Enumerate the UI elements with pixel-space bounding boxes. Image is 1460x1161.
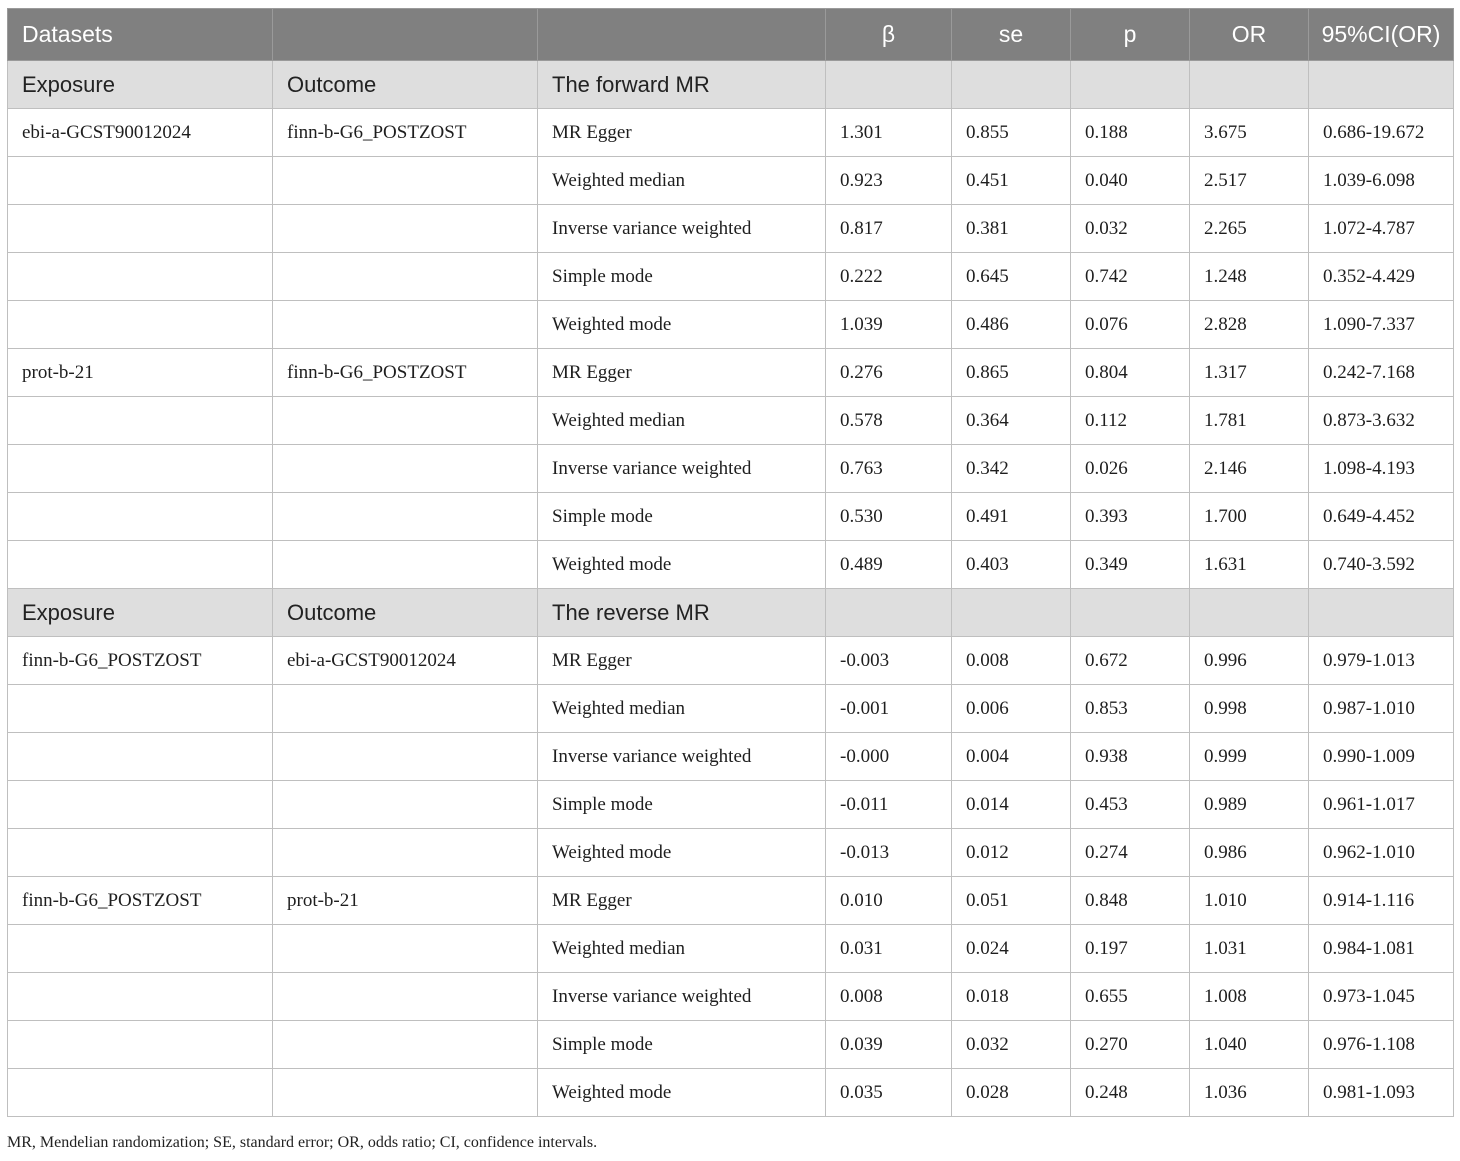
se-cell: 0.486: [952, 301, 1071, 349]
exposure-cell: finn-b-G6_POSTZOST: [8, 877, 273, 925]
se-cell: 0.018: [952, 973, 1071, 1021]
ci-cell: 0.914-1.116: [1309, 877, 1454, 925]
or-cell: 1.040: [1190, 1021, 1309, 1069]
ci-cell: 0.962-1.010: [1309, 829, 1454, 877]
method-cell: Weighted mode: [538, 301, 826, 349]
table-row: [8, 685, 1454, 733]
se-cell: 0.451: [952, 157, 1071, 205]
p-cell: 0.938: [1071, 733, 1190, 781]
method-cell: Simple mode: [538, 781, 826, 829]
beta-cell: -0.001: [826, 685, 952, 733]
method-cell: Weighted median: [538, 925, 826, 973]
method-cell: Weighted median: [538, 685, 826, 733]
or-cell: 1.008: [1190, 973, 1309, 1021]
p-cell: 0.112: [1071, 397, 1190, 445]
or-cell: 1.248: [1190, 253, 1309, 301]
table-row: [8, 1021, 1454, 1069]
section-label-direction: The reverse MR: [538, 589, 826, 637]
table-row: [8, 925, 1454, 973]
ci-cell: 0.352-4.429: [1309, 253, 1454, 301]
outcome-cell: finn-b-G6_POSTZOST: [273, 349, 538, 397]
p-cell: 0.188: [1071, 109, 1190, 157]
outcome-cell: [273, 733, 538, 781]
p-cell: 0.197: [1071, 925, 1190, 973]
exposure-cell: [8, 781, 273, 829]
method-cell: Simple mode: [538, 1021, 826, 1069]
method-cell: Weighted mode: [538, 829, 826, 877]
header-cell-blank-2: [538, 9, 826, 61]
p-cell: 0.804: [1071, 349, 1190, 397]
or-cell: 0.986: [1190, 829, 1309, 877]
exposure-cell: ebi-a-GCST90012024: [8, 109, 273, 157]
method-cell: Simple mode: [538, 493, 826, 541]
beta-cell: 0.276: [826, 349, 952, 397]
se-cell: 0.008: [952, 637, 1071, 685]
se-cell: 0.006: [952, 685, 1071, 733]
method-cell: Weighted mode: [538, 541, 826, 589]
exposure-cell: [8, 1021, 273, 1069]
table-row: [8, 349, 1454, 397]
se-cell: 0.865: [952, 349, 1071, 397]
beta-cell: 1.301: [826, 109, 952, 157]
exposure-cell: [8, 829, 273, 877]
outcome-cell: [273, 973, 538, 1021]
p-cell: 0.853: [1071, 685, 1190, 733]
exposure-cell: [8, 733, 273, 781]
outcome-cell: ebi-a-GCST90012024: [273, 637, 538, 685]
or-cell: 1.700: [1190, 493, 1309, 541]
beta-cell: 0.222: [826, 253, 952, 301]
exposure-cell: [8, 445, 273, 493]
header-cell-or: OR: [1190, 9, 1309, 61]
outcome-cell: [273, 925, 538, 973]
beta-cell: 0.489: [826, 541, 952, 589]
or-cell: 0.989: [1190, 781, 1309, 829]
exposure-cell: prot-b-21: [8, 349, 273, 397]
ci-cell: 0.961-1.017: [1309, 781, 1454, 829]
section-header-row: [8, 589, 1454, 637]
p-cell: 0.742: [1071, 253, 1190, 301]
p-cell: 0.076: [1071, 301, 1190, 349]
ci-cell: 0.873-3.632: [1309, 397, 1454, 445]
table-row: [8, 493, 1454, 541]
method-cell: Weighted median: [538, 157, 826, 205]
or-cell: 2.146: [1190, 445, 1309, 493]
ci-cell: 1.039-6.098: [1309, 157, 1454, 205]
ci-cell: 1.072-4.787: [1309, 205, 1454, 253]
exposure-cell: [8, 205, 273, 253]
outcome-cell: [273, 685, 538, 733]
p-cell: 0.393: [1071, 493, 1190, 541]
table-row: [8, 397, 1454, 445]
ci-cell: 0.973-1.045: [1309, 973, 1454, 1021]
p-cell: 0.270: [1071, 1021, 1190, 1069]
table-row: [8, 1069, 1454, 1117]
outcome-cell: [273, 781, 538, 829]
se-cell: 0.403: [952, 541, 1071, 589]
beta-cell: 0.578: [826, 397, 952, 445]
section-label-outcome: Outcome: [273, 61, 538, 109]
ci-cell: 1.098-4.193: [1309, 445, 1454, 493]
beta-cell: 0.010: [826, 877, 952, 925]
exposure-cell: [8, 253, 273, 301]
beta-cell: -0.003: [826, 637, 952, 685]
method-cell: Weighted median: [538, 397, 826, 445]
header-cell-ci: 95%CI(OR): [1309, 9, 1454, 61]
p-cell: 0.274: [1071, 829, 1190, 877]
section-label-exposure: Exposure: [8, 589, 273, 637]
se-cell: 0.342: [952, 445, 1071, 493]
beta-cell: 0.035: [826, 1069, 952, 1117]
section-label-outcome: Outcome: [273, 589, 538, 637]
beta-cell: -0.013: [826, 829, 952, 877]
p-cell: 0.026: [1071, 445, 1190, 493]
table-row: [8, 877, 1454, 925]
ci-cell: 0.686-19.672: [1309, 109, 1454, 157]
beta-cell: 1.039: [826, 301, 952, 349]
or-cell: 1.036: [1190, 1069, 1309, 1117]
table-row: [8, 157, 1454, 205]
table-row: [8, 733, 1454, 781]
p-cell: 0.349: [1071, 541, 1190, 589]
table-row: [8, 445, 1454, 493]
se-cell: 0.014: [952, 781, 1071, 829]
method-cell: MR Egger: [538, 637, 826, 685]
se-cell: 0.381: [952, 205, 1071, 253]
or-cell: 0.999: [1190, 733, 1309, 781]
table-row: [8, 781, 1454, 829]
p-cell: 0.655: [1071, 973, 1190, 1021]
table-row: [8, 973, 1454, 1021]
mr-results-table: [7, 8, 1454, 1117]
table-row: [8, 109, 1454, 157]
se-cell: 0.024: [952, 925, 1071, 973]
se-cell: 0.028: [952, 1069, 1071, 1117]
table-footnote: MR, Mendelian randomization; SE, standard error; OR, odds ratio; CI, confidence intervals.: [7, 1134, 598, 1151]
section-empty-cell: [1190, 589, 1309, 637]
table-row: [8, 253, 1454, 301]
beta-cell: 0.923: [826, 157, 952, 205]
or-cell: 3.675: [1190, 109, 1309, 157]
ci-cell: 1.090-7.337: [1309, 301, 1454, 349]
method-cell: Inverse variance weighted: [538, 205, 826, 253]
beta-cell: 0.530: [826, 493, 952, 541]
or-cell: 2.265: [1190, 205, 1309, 253]
beta-cell: -0.011: [826, 781, 952, 829]
ci-cell: 0.979-1.013: [1309, 637, 1454, 685]
outcome-cell: [273, 493, 538, 541]
se-cell: 0.491: [952, 493, 1071, 541]
beta-cell: 0.817: [826, 205, 952, 253]
method-cell: Inverse variance weighted: [538, 733, 826, 781]
beta-cell: 0.008: [826, 973, 952, 1021]
se-cell: 0.855: [952, 109, 1071, 157]
ci-cell: 0.242-7.168: [1309, 349, 1454, 397]
p-cell: 0.453: [1071, 781, 1190, 829]
section-empty-cell: [1309, 61, 1454, 109]
header-cell-blank-1: [273, 9, 538, 61]
section-label-direction: The forward MR: [538, 61, 826, 109]
exposure-cell: [8, 925, 273, 973]
header-cell-datasets: Datasets: [8, 9, 273, 61]
outcome-cell: [273, 829, 538, 877]
exposure-cell: [8, 685, 273, 733]
method-cell: Weighted mode: [538, 1069, 826, 1117]
or-cell: 2.517: [1190, 157, 1309, 205]
or-cell: 1.031: [1190, 925, 1309, 973]
p-cell: 0.848: [1071, 877, 1190, 925]
header-row: [8, 9, 1454, 61]
header-cell-p: p: [1071, 9, 1190, 61]
ci-cell: 0.981-1.093: [1309, 1069, 1454, 1117]
se-cell: 0.012: [952, 829, 1071, 877]
outcome-cell: [273, 301, 538, 349]
or-cell: 0.998: [1190, 685, 1309, 733]
outcome-cell: [273, 541, 538, 589]
outcome-cell: [273, 1069, 538, 1117]
method-cell: MR Egger: [538, 877, 826, 925]
ci-cell: 0.649-4.452: [1309, 493, 1454, 541]
section-empty-cell: [1309, 589, 1454, 637]
p-cell: 0.672: [1071, 637, 1190, 685]
outcome-cell: [273, 397, 538, 445]
beta-cell: 0.031: [826, 925, 952, 973]
section-empty-cell: [826, 61, 952, 109]
se-cell: 0.004: [952, 733, 1071, 781]
p-cell: 0.032: [1071, 205, 1190, 253]
outcome-cell: [273, 157, 538, 205]
ci-cell: 0.987-1.010: [1309, 685, 1454, 733]
section-empty-cell: [1190, 61, 1309, 109]
header-cell-se: se: [952, 9, 1071, 61]
section-empty-cell: [1071, 589, 1190, 637]
exposure-cell: [8, 397, 273, 445]
beta-cell: 0.763: [826, 445, 952, 493]
ci-cell: 0.740-3.592: [1309, 541, 1454, 589]
section-empty-cell: [1071, 61, 1190, 109]
header-cell-beta: β: [826, 9, 952, 61]
table-row: [8, 301, 1454, 349]
method-cell: MR Egger: [538, 349, 826, 397]
results-table-container: [7, 8, 1453, 1117]
section-header-row: [8, 61, 1454, 109]
ci-cell: 0.990-1.009: [1309, 733, 1454, 781]
exposure-cell: [8, 493, 273, 541]
or-cell: 2.828: [1190, 301, 1309, 349]
exposure-cell: [8, 1069, 273, 1117]
method-cell: Inverse variance weighted: [538, 445, 826, 493]
beta-cell: 0.039: [826, 1021, 952, 1069]
outcome-cell: [273, 205, 538, 253]
table-row: [8, 541, 1454, 589]
se-cell: 0.364: [952, 397, 1071, 445]
or-cell: 1.781: [1190, 397, 1309, 445]
outcome-cell: [273, 253, 538, 301]
or-cell: 1.317: [1190, 349, 1309, 397]
se-cell: 0.645: [952, 253, 1071, 301]
exposure-cell: [8, 301, 273, 349]
method-cell: Simple mode: [538, 253, 826, 301]
beta-cell: -0.000: [826, 733, 952, 781]
or-cell: 1.010: [1190, 877, 1309, 925]
se-cell: 0.051: [952, 877, 1071, 925]
outcome-cell: finn-b-G6_POSTZOST: [273, 109, 538, 157]
ci-cell: 0.976-1.108: [1309, 1021, 1454, 1069]
section-label-exposure: Exposure: [8, 61, 273, 109]
p-cell: 0.248: [1071, 1069, 1190, 1117]
table-row: [8, 637, 1454, 685]
section-empty-cell: [952, 589, 1071, 637]
exposure-cell: [8, 541, 273, 589]
table-row: [8, 205, 1454, 253]
method-cell: MR Egger: [538, 109, 826, 157]
ci-cell: 0.984-1.081: [1309, 925, 1454, 973]
or-cell: 1.631: [1190, 541, 1309, 589]
outcome-cell: prot-b-21: [273, 877, 538, 925]
outcome-cell: [273, 1021, 538, 1069]
or-cell: 0.996: [1190, 637, 1309, 685]
exposure-cell: [8, 157, 273, 205]
method-cell: Inverse variance weighted: [538, 973, 826, 1021]
table-row: [8, 829, 1454, 877]
exposure-cell: finn-b-G6_POSTZOST: [8, 637, 273, 685]
p-cell: 0.040: [1071, 157, 1190, 205]
section-empty-cell: [952, 61, 1071, 109]
section-empty-cell: [826, 589, 952, 637]
se-cell: 0.032: [952, 1021, 1071, 1069]
outcome-cell: [273, 445, 538, 493]
exposure-cell: [8, 973, 273, 1021]
